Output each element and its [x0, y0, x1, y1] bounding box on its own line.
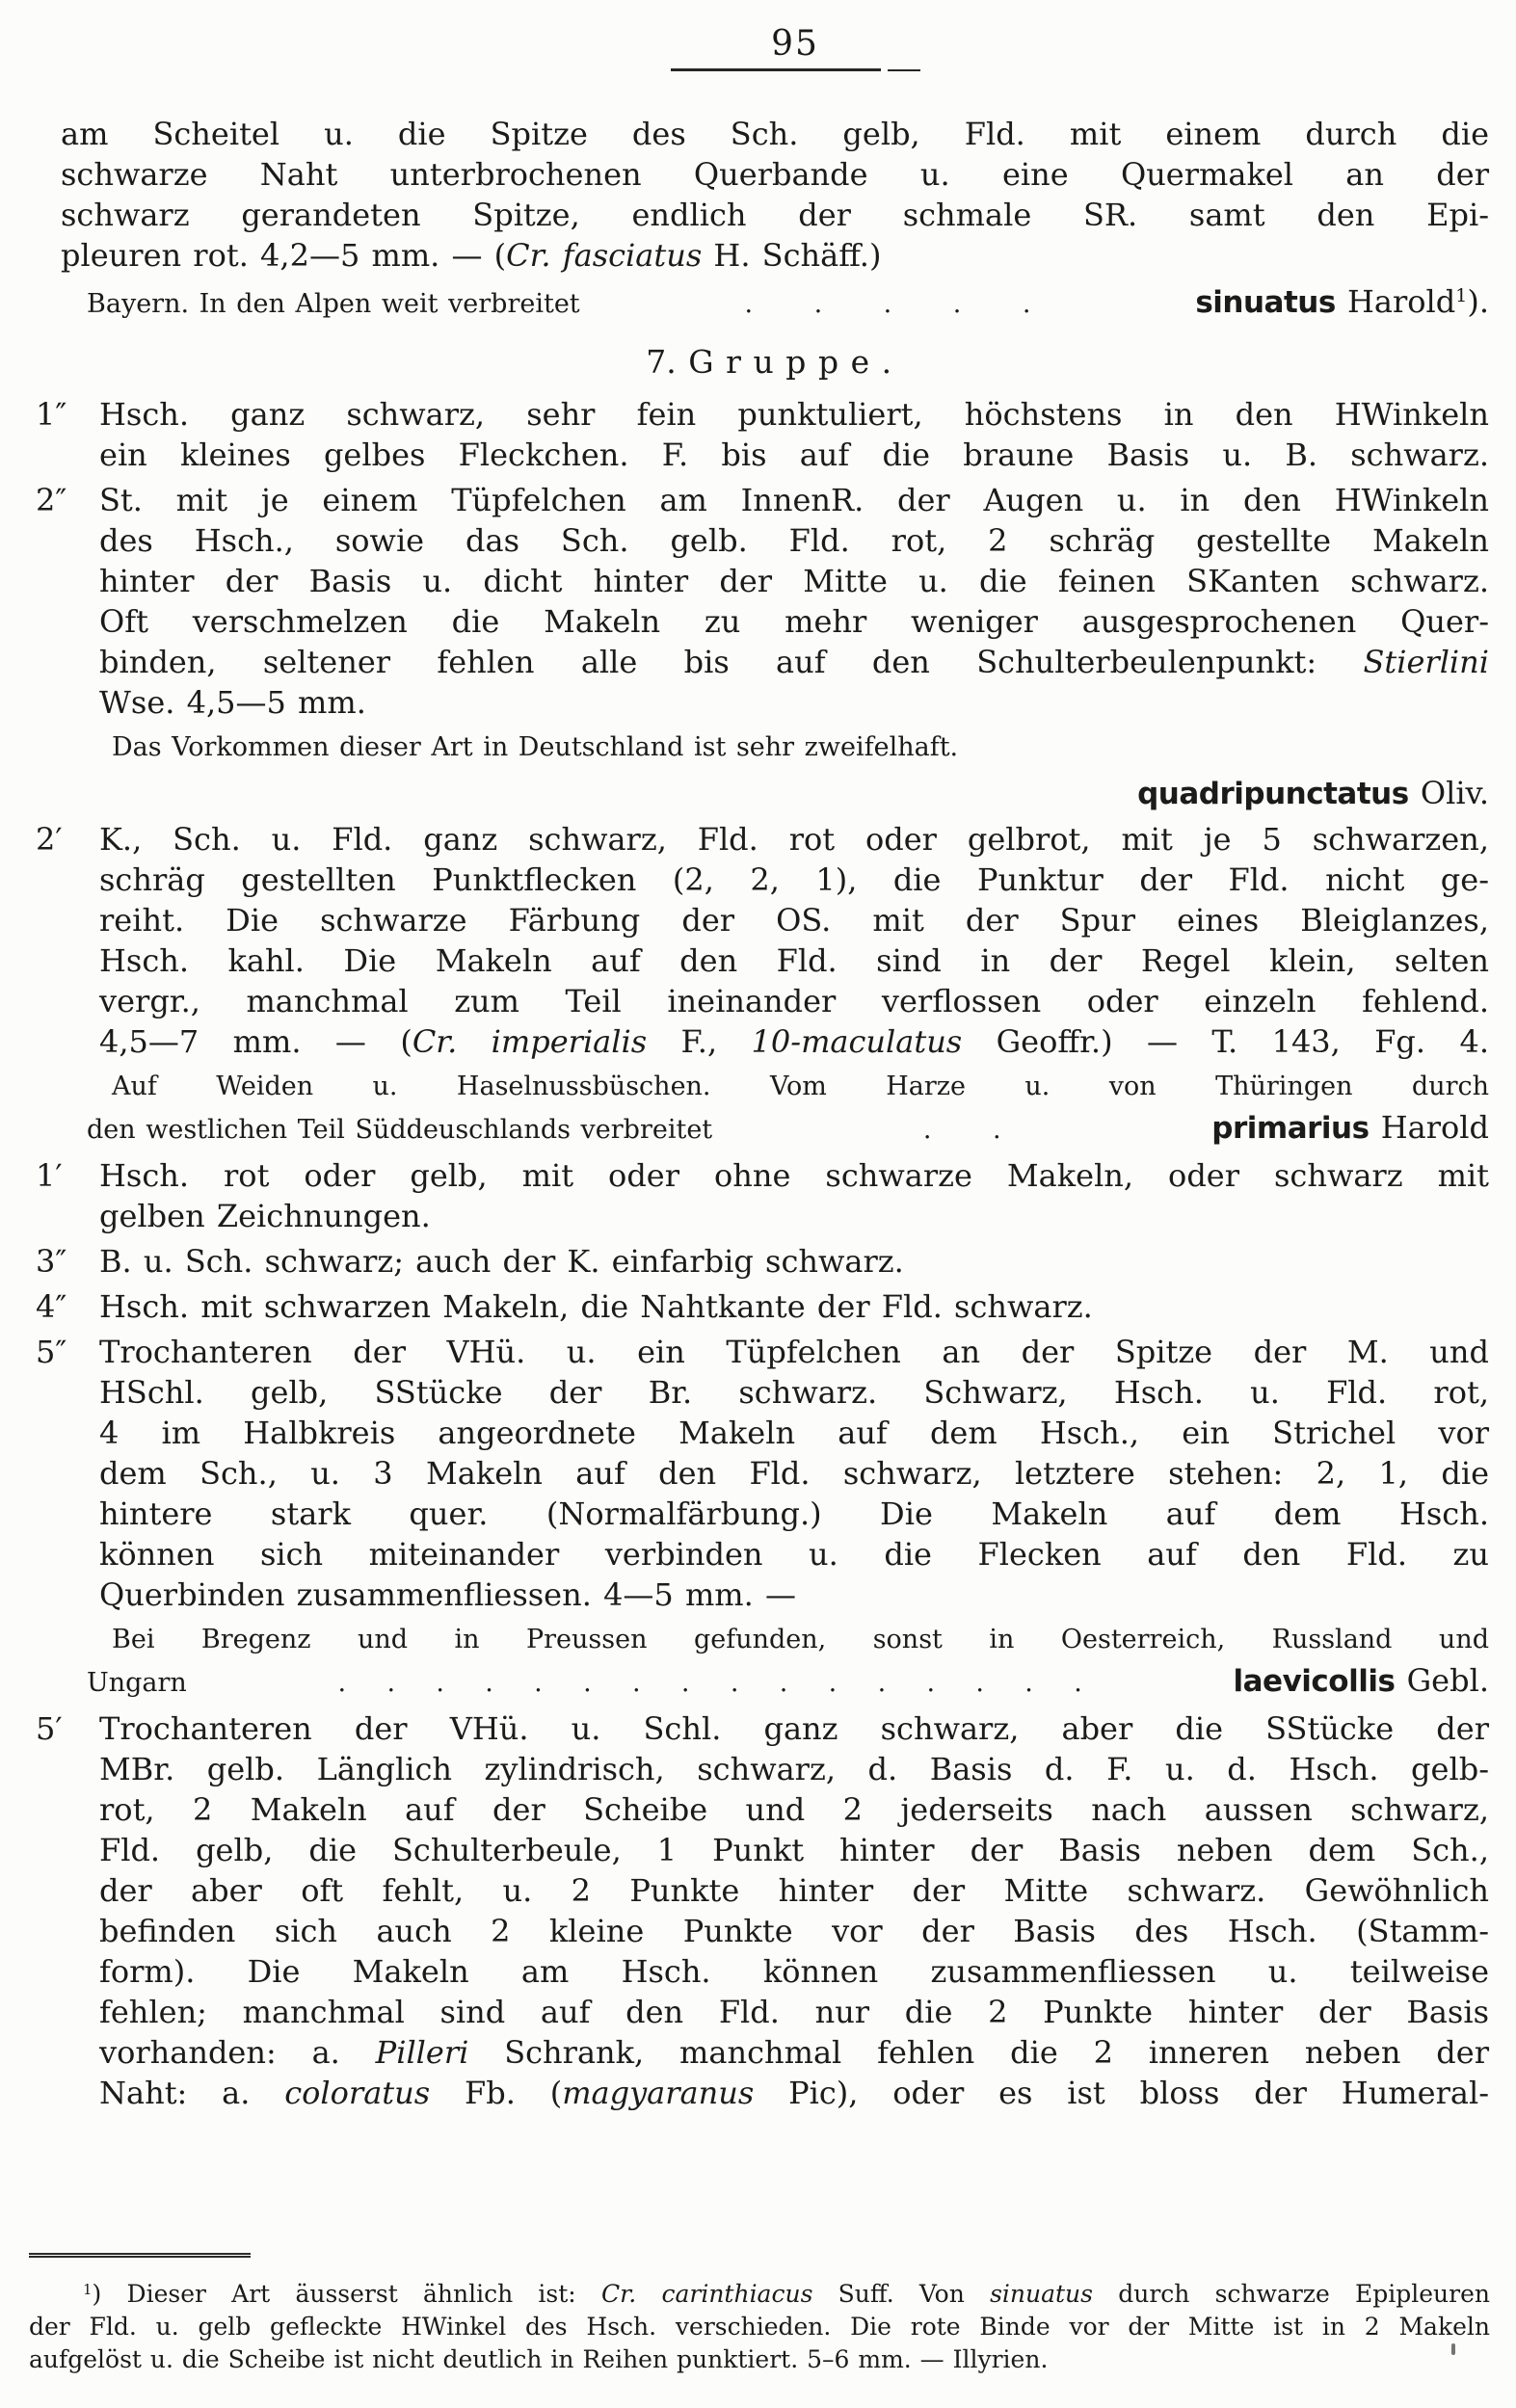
footnote-marker: 1	[1455, 285, 1468, 306]
text-run: hinter der Basis u. dicht hinter der Mitte u. die feinen SKanten schwarz.	[99, 563, 1489, 599]
page-header	[665, 25, 925, 72]
leader-dots: . .	[922, 1115, 1001, 1145]
footnote-marker: 1	[83, 2281, 93, 2298]
text-run: ) Dieser Art äusserst ähnlich ist:	[92, 2280, 601, 2308]
author-name: Harold	[1369, 1109, 1489, 1146]
text-run: Hsch. mit schwarzen Makeln, die Nahtkante der Fld. schwarz.	[99, 1288, 1093, 1325]
text-run: Ungarn	[87, 1668, 187, 1698]
text-line	[36, 1708, 1489, 1749]
text-line	[87, 1660, 1489, 1704]
spaced-heading-text: Gruppe.	[688, 343, 904, 381]
text-run: form). Die Makeln am Hsch. können zusammenfliessen u. teilweise	[99, 1953, 1489, 1990]
text-run: befinden sich auch 2 kleine Punkte vor der Basis des Hsch. (Stamm-	[99, 1913, 1489, 1949]
text-run: H. Schäff.)	[702, 237, 882, 274]
leader-dots: . . . . .	[744, 289, 1031, 319]
text-line	[99, 1196, 1489, 1236]
text-run: pleuren rot. 4,2—5 mm. — (	[61, 237, 507, 274]
text-run: durch schwarze Epipleuren	[1092, 2280, 1490, 2308]
text-run: Hsch. kahl. Die Makeln auf den Fld. sind in der Regel klein, selten	[99, 942, 1489, 979]
leader-left-text	[87, 1663, 187, 1704]
group-heading	[61, 342, 1489, 383]
text-line	[87, 1107, 1489, 1151]
text-line	[87, 728, 1489, 768]
text-line	[36, 1286, 1489, 1327]
text-run: Auf Weiden u. Haselnussbüschen. Vom Harze u. von Thüringen durch	[112, 1072, 1489, 1101]
text-line	[61, 773, 1489, 814]
text-run: Fld. gelb, die Schulterbeule, 1 Punkt hinter der Basis neben dem Sch.,	[99, 1832, 1489, 1868]
text-run: Suff. Von	[812, 2280, 991, 2308]
text-run: MBr. gelb. Länglich zylindrisch, schwarz, d. Basis d. F. u. d. Hsch. gelb-	[99, 1751, 1489, 1787]
author-name: Harold	[1335, 283, 1456, 320]
text-run: der Fld. u. gelb gefleckte HWinkel des Hsch. verschieden. Die rote Binde vor der Mitte ist in 2 Makeln	[29, 2313, 1490, 2341]
species-name: sinuatus	[1195, 285, 1336, 320]
text-line	[99, 1992, 1489, 2032]
text-line	[36, 1332, 1489, 1372]
italic-latin-name: coloratus	[284, 2075, 431, 2111]
text-line	[87, 1067, 1489, 1107]
text-line	[99, 435, 1489, 475]
text-run: Fb. (	[430, 2075, 563, 2111]
key-item	[36, 394, 1489, 475]
item-label: 3″	[36, 1243, 67, 1280]
text-run: binden, seltener fehlen alle bis auf den Schulterbeulenpunkt:	[99, 644, 1364, 680]
text-run: Geoffr.) — T. 143, Fg. 4.	[962, 1023, 1490, 1060]
text-run: Bei Bregenz und in Preussen gefunden, sonst in Oesterreich, Russland und	[112, 1625, 1489, 1654]
text-run: ein kleines gelbes Fleckchen. F. bis auf die braune Basis u. B. schwarz.	[99, 437, 1489, 473]
item-label: 5′	[36, 1710, 63, 1747]
text-line	[99, 1534, 1489, 1574]
text-line	[99, 940, 1489, 981]
text-run: Hsch. rot oder gelb, mit oder ohne schwarze Makeln, oder schwarz mit	[99, 1157, 1489, 1194]
text-line	[99, 561, 1489, 601]
text-line	[87, 276, 1489, 325]
scan-speck	[1451, 2343, 1455, 2355]
text-run: Trochanteren der VHü. u. ein Tüpfelchen an der Spitze der M. und	[99, 1334, 1489, 1370]
text-run: reiht. Die schwarze Färbung der OS. mit der Spur eines Bleiglanzes,	[99, 902, 1489, 939]
text-line	[61, 195, 1489, 235]
key-item	[36, 1332, 1489, 1615]
text-run: schwarz gerandeten Spitze, endlich der schmale SR. samt den Epi-	[61, 197, 1489, 233]
author-name: Oliv.	[1408, 775, 1489, 811]
text-line	[99, 2073, 1489, 2113]
text-line	[99, 981, 1489, 1021]
text-line	[36, 394, 1489, 435]
distribution-note	[87, 1620, 1489, 1704]
text-line	[87, 1620, 1489, 1660]
text-run: rot, 2 Makeln auf der Scheibe und 2 jederseits nach aussen schwarz,	[99, 1791, 1489, 1828]
species-result	[1195, 276, 1489, 325]
text-line	[36, 480, 1489, 520]
text-run: aufgelöst u. die Scheibe ist nicht deutlich in Reihen punktiert. 5–6 mm. — Illyrien.	[29, 2345, 1049, 2373]
text-run: können sich miteinander verbinden u. die Flecken auf den Fld. zu	[99, 1536, 1489, 1573]
text-line	[36, 1155, 1489, 1196]
key-item	[36, 480, 1489, 723]
text-run: B. u. Sch. schwarz; auch der K. einfarbig schwarz.	[99, 1243, 904, 1280]
item-label: 1′	[36, 1157, 63, 1194]
text-run: Wse. 4,5—5 mm.	[99, 684, 366, 721]
text-line	[99, 682, 1489, 723]
text-run: hintere stark quer. (Normalfärbung.) Die Makeln auf dem Hsch.	[99, 1495, 1489, 1532]
species-name: quadripunctatus	[1137, 777, 1409, 811]
text-run: des Hsch., sowie das Sch. gelb. Fld. rot, 2 schräg gestellte Makeln	[99, 522, 1489, 559]
text-run: schwarze Naht unterbrochenen Querbande u. eine Quermakel an der	[61, 156, 1489, 193]
text-run: Trochanteren der VHü. u. Schl. ganz schwarz, aber die SStücke der	[99, 1710, 1489, 1747]
species-result	[61, 773, 1489, 814]
footnote-text	[29, 2273, 1490, 2376]
species-name: laevicollis	[1233, 1664, 1396, 1699]
key-item	[36, 1155, 1489, 1236]
text-line	[99, 520, 1489, 561]
text-run: HSchl. gelb, SStücke der Br. schwarz. Schwarz, Hsch. u. Fld. rot,	[99, 1374, 1489, 1411]
item-label: 2″	[36, 482, 67, 518]
author-name: ).	[1467, 283, 1489, 320]
item-label: 5″	[36, 1334, 67, 1370]
page-number: 95	[771, 24, 819, 64]
text-run: 4 im Halbkreis angeordnete Makeln auf dem Hsch., ein Strichel vor	[99, 1415, 1489, 1451]
italic-latin-name: Cr. fasciatus	[506, 237, 703, 274]
text-line	[99, 900, 1489, 940]
leader-left-text	[87, 1110, 712, 1151]
text-body	[36, 114, 1490, 2118]
italic-latin-name: Pilleri	[375, 2034, 469, 2071]
key-item	[36, 1241, 1489, 1282]
italic-latin-name: 10-maculatus	[751, 1023, 963, 1060]
text-run: vergr., manchmal zum Teil ineinander verflossen oder einzeln fehlend.	[99, 983, 1489, 1019]
text-run: dem Sch., u. 3 Makeln auf den Fld. schwarz, letztere stehen: 2, 1, die	[99, 1455, 1489, 1492]
text-line	[99, 1021, 1489, 1062]
text-line	[99, 860, 1489, 900]
text-line	[36, 1241, 1489, 1282]
text-line	[29, 2343, 1490, 2376]
text-run: K., Sch. u. Fld. ganz schwarz, Fld. rot oder gelbrot, mit je 5 schwarzen,	[99, 821, 1489, 858]
distribution-note	[87, 728, 1489, 768]
text-run: schräg gestellten Punktflecken (2, 2, 1), die Punktur der Fld. nicht ge-	[99, 861, 1489, 898]
text-run: Querbinden zusammenfliessen. 4—5 mm. —	[99, 1576, 796, 1613]
key-item	[36, 1286, 1489, 1327]
italic-latin-name: Stierlini	[1363, 644, 1489, 680]
text-run: Oft verschmelzen die Makeln zu mehr weniger ausgesprochenen Quer-	[99, 603, 1489, 640]
text-run: am Scheitel u. die Spitze des Sch. gelb, Fld. mit einem durch die	[61, 116, 1489, 152]
leader-left-text	[87, 284, 580, 325]
author-name: Gebl.	[1395, 1662, 1489, 1699]
species-result	[1211, 1107, 1489, 1151]
text-line	[99, 1494, 1489, 1534]
item-label: 1″	[36, 396, 67, 433]
text-line	[99, 1574, 1489, 1615]
page-number-rule	[665, 68, 925, 72]
text-line	[99, 1413, 1489, 1453]
italic-latin-name: Cr. carinthiacus	[600, 2280, 813, 2308]
text-line	[29, 2273, 1490, 2311]
text-line	[99, 1749, 1489, 1789]
text-line	[99, 1830, 1489, 1870]
text-line	[29, 2311, 1490, 2343]
text-line	[99, 1911, 1489, 1951]
text-line	[99, 642, 1489, 682]
key-item	[36, 1708, 1490, 2113]
text-run: vorhanden: a.	[99, 2034, 376, 2071]
text-run: F.,	[647, 1023, 752, 1060]
text-run: Bayern. In den Alpen weit verbreitet	[87, 289, 580, 319]
distribution-note	[87, 1067, 1489, 1151]
text-line	[99, 1372, 1489, 1413]
italic-latin-name: Cr. imperialis	[412, 1023, 648, 1060]
italic-latin-name: magyaranus	[562, 2075, 755, 2111]
text-run: der aber oft fehlt, u. 2 Punkte hinter der Mitte schwarz. Gewöhnlich	[99, 1872, 1489, 1909]
item-label: 2′	[36, 821, 63, 858]
text-line	[61, 154, 1489, 195]
text-run: 4,5—7 mm. — (	[99, 1023, 412, 1060]
text-line	[99, 1870, 1489, 1911]
italic-latin-name: sinuatus	[990, 2280, 1093, 2308]
text-line	[99, 1951, 1489, 1992]
text-line	[99, 1453, 1489, 1494]
text-run: Pic), oder es ist bloss der Humeral-	[754, 2075, 1490, 2111]
text-line	[61, 235, 1489, 276]
key-item	[36, 819, 1490, 1062]
item-label: 4″	[36, 1288, 67, 1325]
text-line	[99, 2032, 1489, 2073]
leader-dots: . . . . . . . . . . . . . . . .	[337, 1668, 1082, 1698]
text-run: St. mit je einem Tüpfelchen am InnenR. der Augen u. in den HWinkeln	[99, 482, 1489, 518]
text-line	[61, 342, 1489, 383]
text-run: fehlen; manchmal sind auf den Fld. nur die 2 Punkte hinter der Basis	[99, 1994, 1489, 2030]
text-line	[99, 1789, 1489, 1830]
text-line	[61, 114, 1489, 154]
footnote-rule	[29, 2253, 251, 2258]
paragraph	[61, 114, 1489, 276]
species-name: primarius	[1211, 1111, 1370, 1146]
text-line	[99, 601, 1489, 642]
footnote	[29, 2253, 1490, 2376]
text-line	[36, 819, 1489, 860]
text-run: Naht: a.	[99, 2075, 285, 2111]
text-run: Hsch. ganz schwarz, sehr fein punktuliert, höchstens in den HWinkeln	[99, 396, 1489, 433]
text-run: 7.	[646, 343, 689, 381]
text-run: gelben Zeichnungen.	[99, 1198, 431, 1234]
text-run: Schrank, manchmal fehlen die 2 inneren neben der	[468, 2034, 1489, 2071]
text-run: den westlichen Teil Süddeuschlands verbreitet	[87, 1115, 713, 1145]
text-run: Das Vorkommen dieser Art in Deutschland ist sehr zweifelhaft.	[112, 732, 959, 762]
distribution-note	[87, 276, 1489, 325]
species-result	[1234, 1660, 1489, 1704]
